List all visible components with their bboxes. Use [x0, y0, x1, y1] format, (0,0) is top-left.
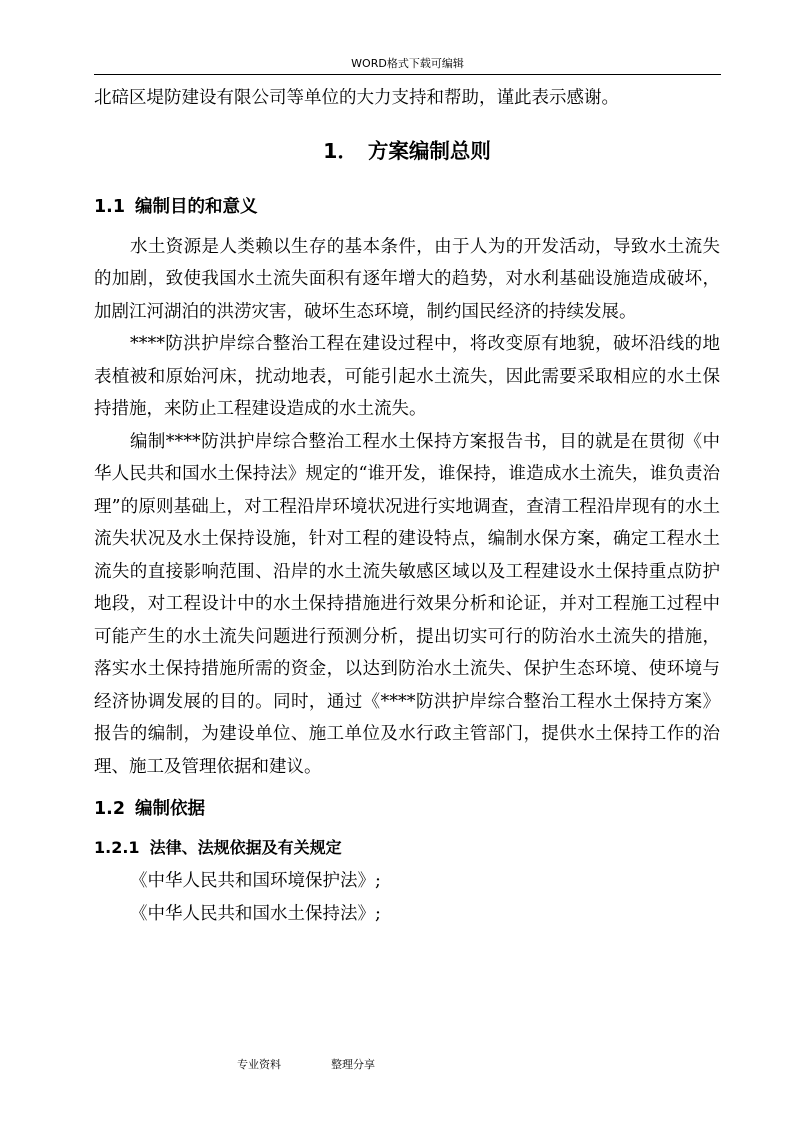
section-1-1-title: 编制目的和意义	[135, 196, 258, 217]
section-1-2-heading	[94, 793, 720, 825]
section-1-1-number: 1.1	[94, 196, 126, 217]
list-item: 《中华人民共和国环境保护法》;	[130, 871, 381, 891]
paragraph-2: ****防洪护岸综合整治工程在建设过程中，将改变原有地貌，破坏沿线的地表植被和原始河床，扰动地表，可能引起水土流失，因此需要采取相应的水土保持措施，来防止工程建设造成的水土流失。	[94, 334, 720, 419]
section-1-1-heading	[94, 191, 720, 223]
page-footer	[0, 1056, 794, 1072]
chapter-number: 1．	[323, 138, 358, 163]
paragraph-1: 水土资源是人类赖以生存的基本条件，由于人为的开发活动，导致水土流失的加剧，致使我国水土流失面积有逐年增大的趋势，对水利基础设施造成破坏，加剧江河湖泊的洪涝灾害，破坏生态环境，制约国民经济的持续发展。	[94, 236, 720, 322]
footer-left-text: 专业资料	[237, 1058, 281, 1071]
paragraph-3: 编制****防洪护岸综合整治工程水土保持方案报告书，目的就是在贯彻《中华人民共和国水土保持法》规定的“谁开发，谁保持，谁造成水土流失，谁负责治理”的原则基础上，对工程沿岸环境状况进行实地调查，查清工程沿岸现有的水土流失状况及水土保持设施，针对工程的建设特点，编制水保方案，确定工程水土流失的直接影响范围、沿岸的水土流失敏感区域以及工程建设水土保持重点防护地段，对工程设计中的水土保持措施进行效果分析和论证，并对工程施工过程中可能产生的水土流失问题进行预测分析，提出切实可行的防治水土流失的措施，落实水土保持措施所需的资金，以达到防治水土流失、保护生态环境、使环境与经济协调发展的目的。同时，通过《****防洪护岸综合整治工程水土保持方案》报告的编制，为建设单位、施工单位及水行政主管部门，提供水土保持工作的治理、施工及管理依据和建议。	[94, 431, 720, 777]
chapter-title: 方案编制总则	[367, 138, 491, 163]
section-1-2-title: 编制依据	[135, 799, 206, 819]
footer-right-text: 整理分享	[331, 1058, 375, 1071]
section-1-2-1-title: 法律、法规依据及有关规定	[149, 838, 342, 857]
page-header: WORD格式下载可编辑	[351, 57, 464, 70]
list-item: 《中华人民共和国水土保持法》;	[130, 903, 381, 924]
section-1-2-1-number: 1.2.1	[94, 838, 140, 857]
section-1-2-number: 1.2	[94, 799, 126, 819]
chapter-heading	[94, 133, 720, 169]
section-1-2-1-heading	[94, 833, 720, 863]
lead-paragraph: 北碚区堤防建设有限公司等单位的大力支持和帮助，谨此表示感谢。	[94, 88, 619, 108]
header-rule	[94, 74, 721, 75]
document-body	[94, 82, 720, 930]
